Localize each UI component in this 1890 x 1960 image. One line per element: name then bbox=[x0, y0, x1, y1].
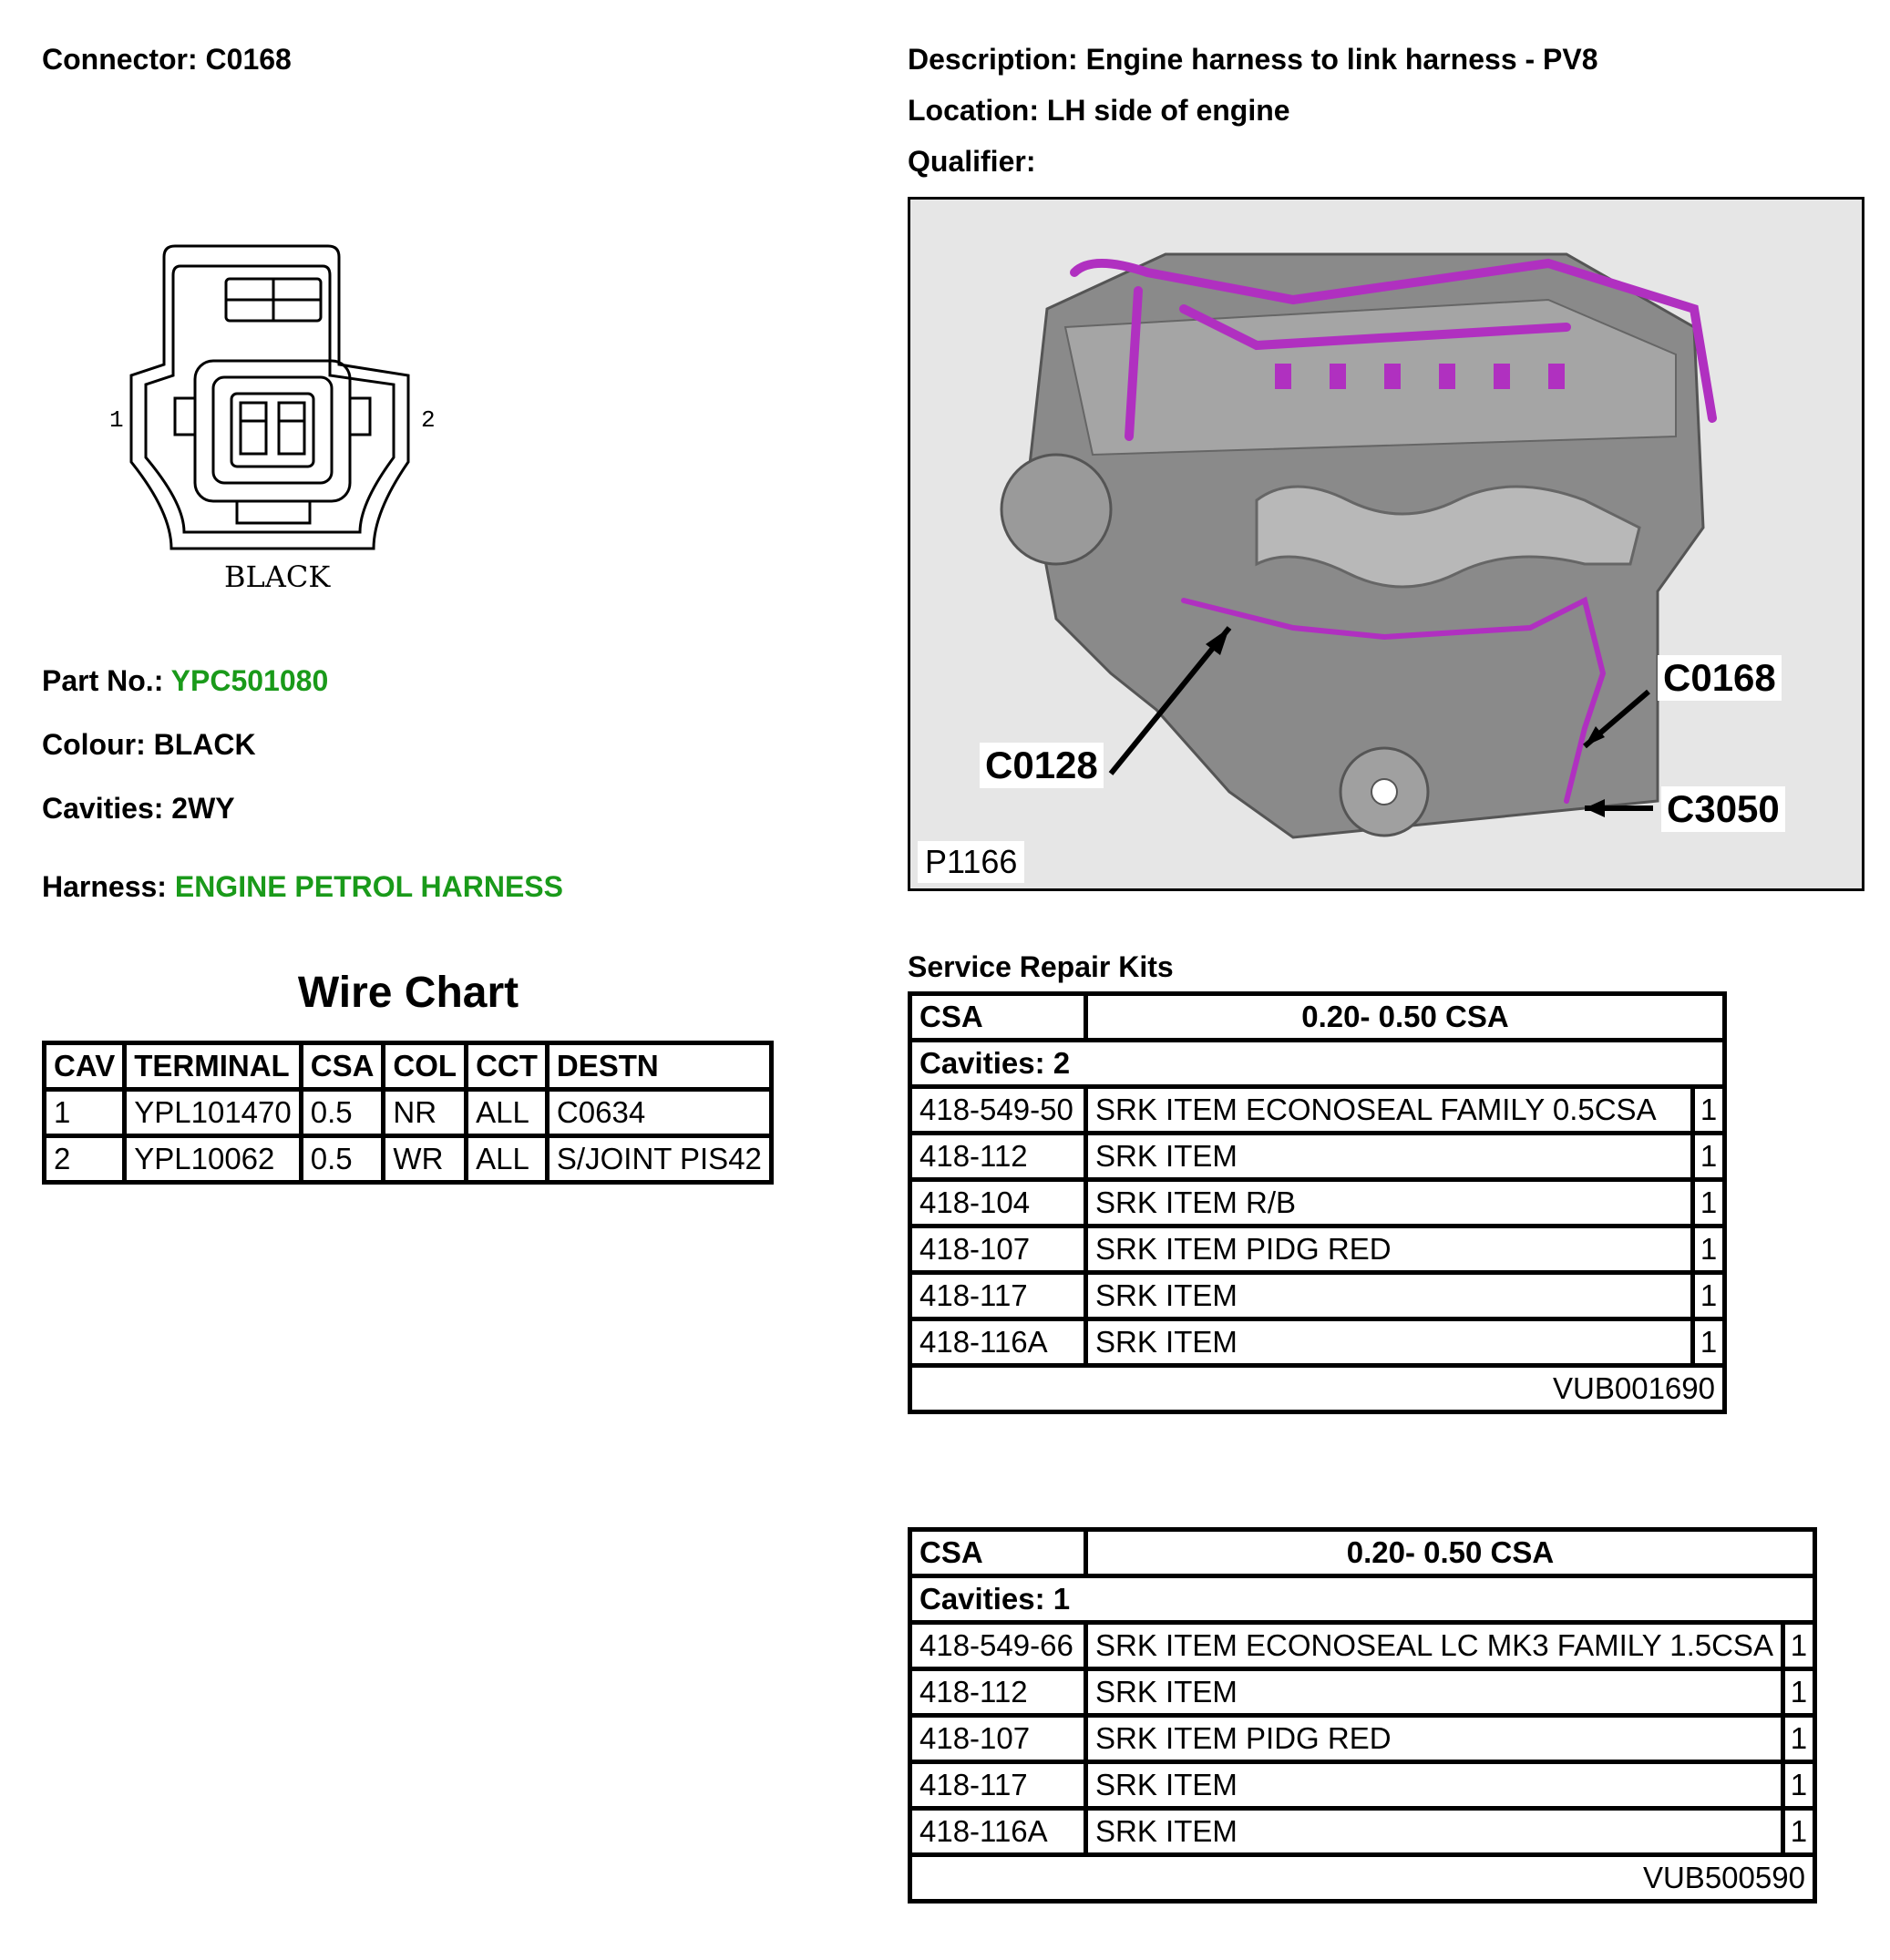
connector-label: Connector: bbox=[42, 43, 198, 76]
srk-part-number: 418-116A bbox=[910, 1319, 1086, 1366]
cell-terminal: YPL101470 bbox=[125, 1090, 302, 1136]
col-csa: CSA bbox=[301, 1043, 384, 1090]
srk-quantity: 1 bbox=[1782, 1809, 1814, 1855]
wire-chart-table bbox=[42, 1041, 774, 1185]
srk-part-number: 418-107 bbox=[910, 1716, 1086, 1762]
srk-part-number: 418-104 bbox=[910, 1180, 1086, 1226]
cell-destn[interactable]: C0634 bbox=[547, 1090, 771, 1136]
colour-value: BLACK bbox=[153, 728, 256, 761]
cell-cct: ALL bbox=[467, 1136, 548, 1183]
srk-table-1 bbox=[908, 991, 1727, 1414]
srk-kit-code: VUB500590 bbox=[910, 1855, 1815, 1902]
srk-description: SRK ITEM PIDG RED bbox=[1086, 1716, 1783, 1762]
table-row bbox=[45, 1136, 772, 1183]
srk-description: SRK ITEM ECONOSEAL LC MK3 FAMILY 1.5CSA bbox=[1086, 1623, 1783, 1669]
colour-label: Colour: bbox=[42, 728, 146, 761]
cell-csa: 0.5 bbox=[301, 1090, 384, 1136]
connector-face-diagram bbox=[100, 239, 447, 594]
table-row bbox=[910, 1180, 1725, 1226]
table-row bbox=[910, 1809, 1815, 1855]
connector-key-left bbox=[175, 398, 195, 435]
srk-csa-value: 0.20- 0.50 CSA bbox=[1086, 994, 1725, 1041]
srk-quantity: 1 bbox=[1693, 1087, 1725, 1134]
engine-location-image bbox=[908, 197, 1864, 891]
table-row bbox=[910, 1669, 1815, 1716]
srk-quantity: 1 bbox=[1782, 1669, 1814, 1716]
col-destn: DESTN bbox=[547, 1043, 771, 1090]
qualifier-label: Qualifier: bbox=[908, 145, 1036, 178]
harness-link[interactable]: ENGINE PETROL HARNESS bbox=[174, 870, 563, 903]
srk-title: Service Repair Kits bbox=[908, 950, 1174, 983]
srk-header-row bbox=[910, 1530, 1815, 1576]
description-value: Engine harness to link harness - PV8 bbox=[1085, 43, 1598, 76]
terminal-2 bbox=[279, 403, 304, 454]
srk-quantity: 1 bbox=[1693, 1273, 1725, 1319]
table-row bbox=[45, 1090, 772, 1136]
srk-cavities-row bbox=[910, 1576, 1815, 1623]
table-row bbox=[910, 1319, 1725, 1366]
srk-quantity: 1 bbox=[1782, 1762, 1814, 1809]
srk-description: SRK ITEM R/B bbox=[1086, 1180, 1693, 1226]
table-row bbox=[910, 1762, 1815, 1809]
srk-part-number: 418-112 bbox=[910, 1134, 1086, 1180]
srk-part-number: 418-117 bbox=[910, 1273, 1086, 1319]
table-row bbox=[910, 1087, 1725, 1134]
col-col: COL bbox=[384, 1043, 467, 1090]
description-label: Description: bbox=[908, 43, 1078, 76]
table-row bbox=[910, 1226, 1725, 1273]
srk-quantity: 1 bbox=[1693, 1319, 1725, 1366]
srk-quantity: 1 bbox=[1782, 1716, 1814, 1762]
srk-csa-label: CSA bbox=[910, 1530, 1086, 1576]
srk-part-number: 418-107 bbox=[910, 1226, 1086, 1273]
cell-destn[interactable]: S/JOINT PIS42 bbox=[547, 1136, 771, 1183]
srk-part-number: 418-117 bbox=[910, 1762, 1086, 1809]
location-label: Location: bbox=[908, 94, 1039, 127]
connector-line bbox=[42, 42, 292, 77]
srk-cavities: Cavities: 2 bbox=[910, 1041, 1725, 1087]
location-value: LH side of engine bbox=[1046, 94, 1290, 127]
srk-table-2 bbox=[908, 1527, 1817, 1904]
connector-value: C0168 bbox=[205, 43, 292, 76]
callout-c0128: C0128 bbox=[980, 743, 1104, 788]
cell-col: NR bbox=[384, 1090, 467, 1136]
description-line bbox=[908, 42, 1598, 77]
colour-line bbox=[42, 727, 256, 762]
harness-line bbox=[42, 869, 563, 904]
table-row bbox=[910, 1273, 1725, 1319]
srk-part-number: 418-549-50 bbox=[910, 1087, 1086, 1134]
srk-quantity: 1 bbox=[1693, 1134, 1725, 1180]
srk-csa-value: 0.20- 0.50 CSA bbox=[1086, 1530, 1815, 1576]
harness-label: Harness: bbox=[42, 870, 167, 903]
col-cav: CAV bbox=[45, 1043, 125, 1090]
srk-quantity: 1 bbox=[1693, 1226, 1725, 1273]
srk-cavities: Cavities: 1 bbox=[910, 1576, 1815, 1623]
table-row bbox=[910, 1623, 1815, 1669]
cell-terminal: YPL10062 bbox=[125, 1136, 302, 1183]
srk-quantity: 1 bbox=[1782, 1623, 1814, 1669]
cell-csa: 0.5 bbox=[301, 1136, 384, 1183]
cavities-label: Cavities: bbox=[42, 792, 164, 825]
cell-col: WR bbox=[384, 1136, 467, 1183]
cell-cct: ALL bbox=[467, 1090, 548, 1136]
srk-description: SRK ITEM bbox=[1086, 1134, 1693, 1180]
srk-description: SRK ITEM bbox=[1086, 1762, 1783, 1809]
table-row bbox=[910, 1716, 1815, 1762]
srk-part-number: 418-116A bbox=[910, 1809, 1086, 1855]
srk-part-number: 418-112 bbox=[910, 1669, 1086, 1716]
srk-cavities-row bbox=[910, 1041, 1725, 1087]
cell-cav: 1 bbox=[45, 1090, 125, 1136]
srk-csa-label: CSA bbox=[910, 994, 1086, 1041]
pin-label-left: 1 bbox=[109, 406, 124, 434]
col-cct: CCT bbox=[467, 1043, 548, 1090]
part-number-line bbox=[42, 663, 328, 698]
callout-c0168: C0168 bbox=[1658, 655, 1782, 701]
connector-key-right bbox=[350, 398, 370, 435]
callout-c3050: C3050 bbox=[1661, 786, 1785, 832]
wire-chart-header-row bbox=[45, 1043, 772, 1090]
srk-code-row bbox=[910, 1855, 1815, 1902]
srk-description: SRK ITEM bbox=[1086, 1273, 1693, 1319]
srk-header-row bbox=[910, 994, 1725, 1041]
connector-colour-text: BLACK bbox=[224, 559, 331, 594]
srk-description: SRK ITEM PIDG RED bbox=[1086, 1226, 1693, 1273]
srk-code-row bbox=[910, 1366, 1725, 1412]
col-terminal: TERMINAL bbox=[125, 1043, 302, 1090]
pin-label-right: 2 bbox=[421, 406, 436, 434]
location-line bbox=[908, 93, 1290, 128]
srk-quantity: 1 bbox=[1693, 1180, 1725, 1226]
part-number-label: Part No.: bbox=[42, 664, 164, 697]
cavities-value: 2WY bbox=[171, 792, 235, 825]
srk-kit-code: VUB001690 bbox=[910, 1366, 1725, 1412]
srk-description: SRK ITEM ECONOSEAL FAMILY 0.5CSA bbox=[1086, 1087, 1693, 1134]
connector-bottom-tab bbox=[237, 501, 310, 523]
terminal-1 bbox=[241, 403, 266, 454]
table-row bbox=[910, 1134, 1725, 1180]
cavities-line bbox=[42, 791, 235, 826]
srk-description: SRK ITEM bbox=[1086, 1669, 1783, 1716]
image-reference: P1166 bbox=[918, 841, 1024, 883]
wire-chart-title: Wire Chart bbox=[297, 969, 519, 1017]
part-number-link[interactable]: YPC501080 bbox=[170, 664, 329, 697]
srk-description: SRK ITEM bbox=[1086, 1809, 1783, 1855]
srk-description: SRK ITEM bbox=[1086, 1319, 1693, 1366]
srk-part-number: 418-549-66 bbox=[910, 1623, 1086, 1669]
cell-cav: 2 bbox=[45, 1136, 125, 1183]
